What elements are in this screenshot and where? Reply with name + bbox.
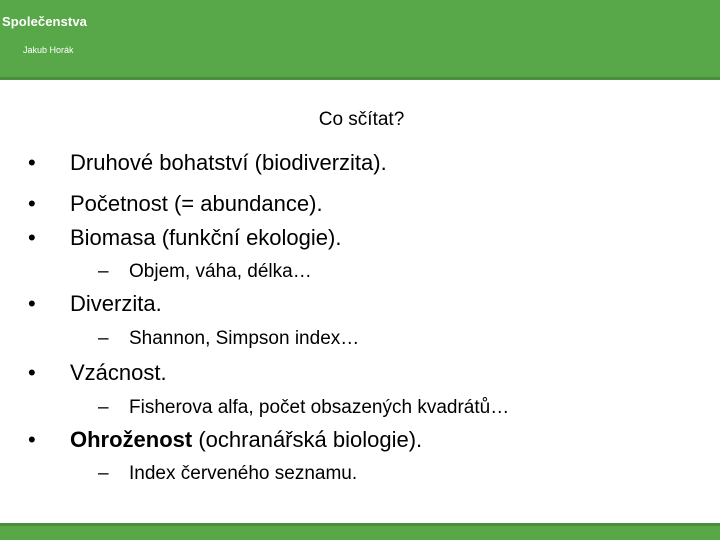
bullet-text: Početnost (= abundance). [70,191,323,216]
course-title: Společenstva [2,14,88,29]
dash-icon: – [98,261,109,282]
bullet-text-bold: Ohroženost [70,427,193,452]
dash-icon: – [98,397,109,418]
author-name: Jakub Horák [23,45,74,55]
dash-icon: – [98,463,109,484]
slide-footer-bar [0,523,720,540]
bullet-icon: • [28,191,36,216]
bullet-icon: • [28,360,36,385]
sub-bullet-text: Shannon, Simpson index… [129,328,360,349]
bullet-text-rest: (ochranářská biologie). [192,427,423,452]
bullet-text: Biomasa (funkční ekologie). [70,225,342,250]
bullet-icon: • [28,150,36,175]
slide-title: Co sčítat? [318,109,405,130]
bullet-text: Vzácnost. [70,360,167,385]
bullet-text [70,427,422,453]
sub-bullet-text: Fisherova alfa, počet obsazených kvadrátů… [129,397,510,418]
sub-bullet-text: Objem, váha, délka… [129,261,312,282]
bullet-icon: • [28,291,36,316]
bullet-icon: • [28,427,36,452]
bullet-icon: • [28,225,36,250]
bullet-text: Diverzita. [70,291,162,316]
sub-bullet-text: Index červeného seznamu. [129,463,358,484]
dash-icon: – [98,328,109,349]
slide-header-bar [0,0,720,80]
bullet-text: Druhové bohatství (biodiverzita). [70,150,387,175]
